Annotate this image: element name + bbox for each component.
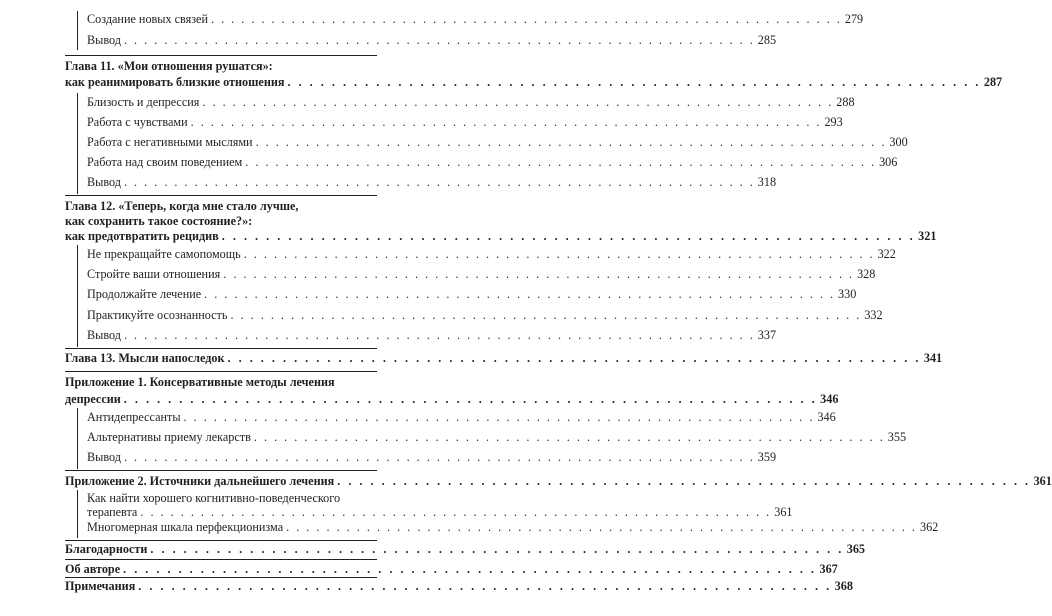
divider: [65, 470, 377, 471]
divider: [65, 195, 377, 196]
entry-title: Не прекращайте самопомощь: [87, 247, 241, 262]
appendix-title[interactable]: Приложение 1. Консервативные методы лечения: [65, 375, 335, 390]
chapter-page: 321: [918, 229, 937, 244]
leader-dots: . . . . . . . . . . . . . . . . . . . . . . . . . . . . . . . . . . . . . . . . . . . . . . . . . . . . . . . . . . . . . . .: [123, 561, 817, 576]
leader-dots: . . . . . . . . . . . . . . . . . . . . . . . . . . . . . . . . . . . . . . . . . . . . . . . . . . . . . . . . . . . . . . .: [227, 351, 921, 366]
entry-page: 337: [757, 327, 777, 342]
entry-page: 330: [838, 287, 857, 302]
section-title: Благодарности: [65, 542, 148, 557]
entry-title: Стройте ваши отношения: [87, 267, 221, 282]
entry-page: 359: [757, 449, 777, 464]
toc-entry[interactable]: [87, 33, 777, 48]
chapter-page: 341: [923, 351, 943, 366]
leader-dots: . . . . . . . . . . . . . . . . . . . . . . . . . . . . . . . . . . . . . . . . . . . . . . . . . . . . . . . . . . . . . . .: [253, 429, 885, 444]
chapter-title[interactable]: как сохранить такое состояние?»:: [65, 213, 253, 228]
entry-title: Работа с чувствами: [87, 114, 188, 129]
chapter-entry[interactable]: [65, 229, 937, 244]
chapter-title: как реанимировать близкие отношения: [65, 75, 285, 90]
entry-title: терапевта: [87, 505, 138, 520]
entry-title: Практикуйте осознанность: [87, 307, 228, 322]
leader-dots: . . . . . . . . . . . . . . . . . . . . . . . . . . . . . . . . . . . . . . . . . . . . . . . . . . . . . . . . . . . . . . .: [202, 94, 834, 109]
toc-entry[interactable]: [87, 114, 843, 130]
entry-page: 293: [824, 114, 843, 129]
leader-dots: . . . . . . . . . . . . . . . . . . . . . . . . . . . . . . . . . . . . . . . . . . . . . . . . . . . . . . . . . . . . . . .: [245, 154, 877, 169]
chapter-entry[interactable]: [65, 75, 1003, 90]
leader-dots: . . . . . . . . . . . . . . . . . . . . . . . . . . . . . . . . . . . . . . . . . . . . . . . . . . . . . . . . . . . . . . .: [123, 327, 755, 342]
leader-dots: . . . . . . . . . . . . . . . . . . . . . . . . . . . . . . . . . . . . . . . . . . . . . . . . . . . . . . . . . . . . . . .: [223, 267, 855, 282]
toc-entry[interactable]: [87, 134, 908, 150]
leader-dots: . . . . . . . . . . . . . . . . . . . . . . . . . . . . . . . . . . . . . . . . . . . . . . . . . . . . . . . . . . . . . . .: [190, 114, 822, 129]
entry-page: 300: [889, 134, 908, 149]
leader-dots: . . . . . . . . . . . . . . . . . . . . . . . . . . . . . . . . . . . . . . . . . . . . . . . . . . . . . . . . . . . . . . .: [183, 409, 815, 424]
leader-dots: . . . . . . . . . . . . . . . . . . . . . . . . . . . . . . . . . . . . . . . . . . . . . . . . . . . . . . . . . . . . . . .: [287, 75, 981, 90]
toc-entry[interactable]: [87, 247, 896, 262]
toc-entry[interactable]: [87, 287, 857, 302]
divider: [65, 55, 377, 56]
section-bar: [77, 408, 78, 469]
toc-entry[interactable]: [87, 429, 907, 445]
entry-page: 332: [864, 307, 883, 322]
appendix-entry[interactable]: [65, 473, 1052, 489]
toc-entry[interactable]: [87, 174, 777, 190]
section-title: Примечания: [65, 578, 136, 593]
section-entry[interactable]: [65, 561, 838, 577]
section-bar: [77, 490, 78, 538]
leader-dots: . . . . . . . . . . . . . . . . . . . . . . . . . . . . . . . . . . . . . . . . . . . . . . . . . . . . . . . . . . . . . . .: [255, 134, 887, 149]
entry-title: Вывод: [87, 33, 121, 48]
entry-title: Многомерная шкала перфекционизма: [87, 520, 284, 535]
leader-dots: . . . . . . . . . . . . . . . . . . . . . . . . . . . . . . . . . . . . . . . . . . . . . . . . . . . . . . . . . . . . . . .: [150, 542, 844, 557]
leader-dots: . . . . . . . . . . . . . . . . . . . . . . . . . . . . . . . . . . . . . . . . . . . . . . . . . . . . . . . . . . . . . . .: [204, 287, 836, 302]
divider: [65, 348, 377, 349]
section-bar: [77, 245, 78, 346]
entry-title: Альтернативы приему лекарств: [87, 429, 251, 444]
section-bar: [77, 93, 78, 194]
section-entry[interactable]: [65, 542, 866, 557]
leader-dots: . . . . . . . . . . . . . . . . . . . . . . . . . . . . . . . . . . . . . . . . . . . . . . . . . . . . . . . . . . . . . . .: [123, 33, 755, 48]
leader-dots: . . . . . . . . . . . . . . . . . . . . . . . . . . . . . . . . . . . . . . . . . . . . . . . . . . . . . . . . . . . . . . .: [210, 12, 842, 27]
chapter-title[interactable]: Глава 12. «Теперь, когда мне стало лучше,: [65, 198, 299, 213]
section-title: Об авторе: [65, 561, 121, 576]
appendix-page: 346: [820, 391, 839, 406]
toc-entry[interactable]: [87, 307, 883, 323]
leader-dots: . . . . . . . . . . . . . . . . . . . . . . . . . . . . . . . . . . . . . . . . . . . . . . . . . . . . . . . . . . . . . . .: [221, 229, 916, 244]
toc-entry[interactable]: [87, 409, 836, 425]
entry-title: Вывод: [87, 174, 121, 189]
leader-dots: . . . . . . . . . . . . . . . . . . . . . . . . . . . . . . . . . . . . . . . . . . . . . . . . . . . . . . . . . . . . . . .: [123, 391, 818, 406]
appendix-title: депрессии: [65, 391, 121, 406]
toc-entry[interactable]: [87, 327, 777, 343]
toc-entry[interactable]: [87, 12, 864, 27]
entry-page: 279: [844, 12, 864, 27]
leader-dots: . . . . . . . . . . . . . . . . . . . . . . . . . . . . . . . . . . . . . . . . . . . . . . . . . . . . . . . . . . . . . . .: [230, 307, 862, 322]
divider: [65, 371, 377, 372]
entry-title: Работа с негативными мыслями: [87, 134, 253, 149]
entry-title: Продолжайте лечение: [87, 287, 202, 302]
entry-page: 318: [757, 174, 777, 189]
leader-dots: . . . . . . . . . . . . . . . . . . . . . . . . . . . . . . . . . . . . . . . . . . . . . . . . . . . . . . . . . . . . . . .: [286, 520, 917, 535]
chapter-title: как предотвратить рецидив: [65, 229, 219, 244]
entry-title: Вывод: [87, 327, 121, 342]
divider: [65, 559, 377, 560]
appendix-entry[interactable]: [65, 391, 839, 407]
entry-page: 288: [836, 94, 855, 109]
entry-page: 306: [879, 154, 898, 169]
divider: [65, 540, 377, 541]
toc-entry[interactable]: [87, 267, 876, 282]
toc-entry[interactable]: [87, 94, 855, 110]
toc-entry[interactable]: [87, 449, 777, 465]
toc-entry[interactable]: [87, 505, 793, 520]
section-page: 367: [819, 561, 838, 576]
section-page: 368: [834, 578, 853, 593]
entry-page: 285: [757, 33, 777, 48]
entry-title: Создание новых связей: [87, 12, 208, 27]
entry-title[interactable]: Как найти хорошего когнитивно-поведенческого: [87, 490, 341, 505]
chapter-title: Глава 13. Мысли напоследок: [65, 351, 225, 366]
leader-dots: . . . . . . . . . . . . . . . . . . . . . . . . . . . . . . . . . . . . . . . . . . . . . . . . . . . . . . . . . . . . . . .: [123, 449, 755, 464]
chapter-title[interactable]: Глава 11. «Мои отношения рушатся»:: [65, 59, 273, 74]
entry-title: Работа над своим поведением: [87, 154, 243, 169]
entry-page: 355: [887, 429, 907, 444]
entry-title: Близость и депрессия: [87, 94, 200, 109]
leader-dots: . . . . . . . . . . . . . . . . . . . . . . . . . . . . . . . . . . . . . . . . . . . . . . . . . . . . . . . . . . . . . . .: [123, 174, 755, 189]
chapter-page: 287: [983, 75, 1003, 90]
appendix-page: 361: [1033, 473, 1052, 488]
toc-entry[interactable]: [87, 154, 898, 170]
entry-page: 346: [817, 409, 836, 424]
section-entry[interactable]: [65, 578, 853, 594]
section-page: 365: [846, 542, 866, 557]
leader-dots: . . . . . . . . . . . . . . . . . . . . . . . . . . . . . . . . . . . . . . . . . . . . . . . . . . . . . . . . . . . . . . .: [337, 473, 1031, 488]
entry-page: 322: [877, 247, 896, 262]
toc-entry[interactable]: [87, 520, 939, 535]
entry-page: 328: [857, 267, 876, 282]
entry-page: 361: [774, 505, 793, 520]
leader-dots: . . . . . . . . . . . . . . . . . . . . . . . . . . . . . . . . . . . . . . . . . . . . . . . . . . . . . . . . . . . . . . .: [138, 578, 832, 593]
chapter-entry[interactable]: [65, 351, 943, 366]
entry-page: 362: [919, 520, 939, 535]
divider: [65, 577, 377, 578]
appendix-title: Приложение 2. Источники дальнейшего лечения: [65, 473, 335, 488]
section-bar: [77, 11, 78, 49]
entry-title: Антидепрессанты: [87, 409, 181, 424]
leader-dots: . . . . . . . . . . . . . . . . . . . . . . . . . . . . . . . . . . . . . . . . . . . . . . . . . . . . . . . . . . . . . . .: [140, 505, 772, 520]
entry-title: Вывод: [87, 449, 121, 464]
leader-dots: . . . . . . . . . . . . . . . . . . . . . . . . . . . . . . . . . . . . . . . . . . . . . . . . . . . . . . . . . . . . . . .: [243, 247, 875, 262]
